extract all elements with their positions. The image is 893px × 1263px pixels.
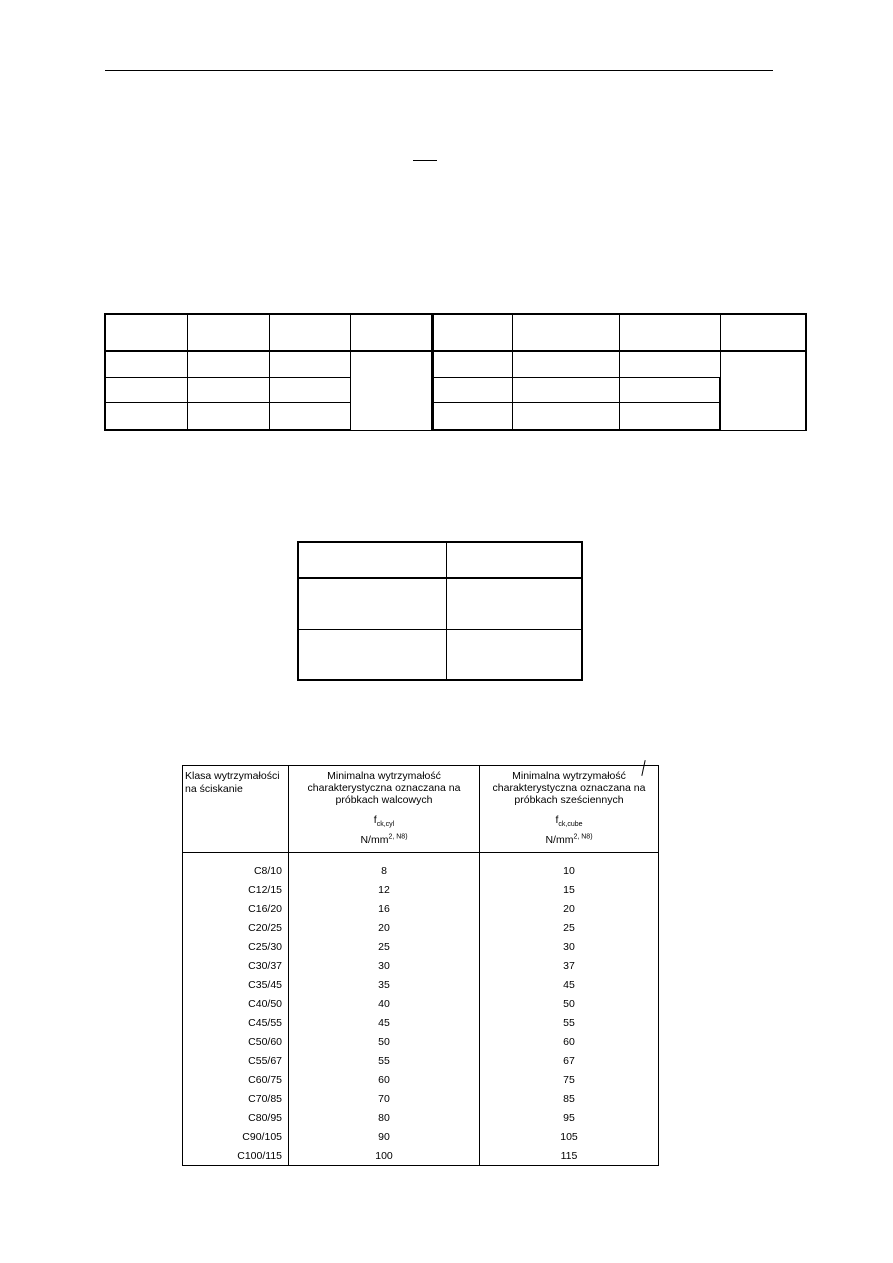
cell-cylinder: 25: [289, 937, 480, 956]
table-row: [183, 853, 659, 881]
cell-cylinder: 16: [289, 899, 480, 918]
table-row: [183, 1013, 659, 1032]
grid2-cell: [298, 578, 446, 629]
table-row: [183, 956, 659, 975]
grid2-cell: [298, 542, 446, 578]
cell-cube: 15: [480, 880, 659, 899]
cell-cylinder: 100: [289, 1146, 480, 1166]
concrete-strength-table: [182, 765, 659, 1166]
table-row: [183, 1127, 659, 1146]
table-row: [183, 937, 659, 956]
cell-cube: 10: [480, 853, 659, 881]
grid1-merged-cell: [350, 351, 432, 430]
cell-cylinder: 45: [289, 1013, 480, 1032]
cell-class: C50/60: [183, 1032, 289, 1051]
cell-cylinder: 30: [289, 956, 480, 975]
grid2-cell: [446, 629, 582, 680]
cell-cube: 37: [480, 956, 659, 975]
cell-class: C40/50: [183, 994, 289, 1013]
grid1-cell: [619, 314, 720, 351]
grid1-cell: [269, 351, 350, 377]
cell-class: C80/95: [183, 1108, 289, 1127]
header-cylinder-unit: $N/mm^{2, N8)}$: [360, 833, 408, 846]
grid2-row: [298, 578, 582, 629]
cell-class: C12/15: [183, 880, 289, 899]
grid1-row: [105, 351, 806, 377]
grid1-cell: [269, 402, 350, 430]
grid1-cell: [720, 314, 806, 351]
grid1-cell: [432, 314, 512, 351]
grid1-cell: [105, 314, 187, 351]
grid1-cell: [512, 351, 619, 377]
cell-cube: 20: [480, 899, 659, 918]
cell-cylinder: 50: [289, 1032, 480, 1051]
grid1-row: [105, 402, 806, 430]
grid1-cell: [350, 314, 432, 351]
grid1-cell: [105, 351, 187, 377]
cell-cube: 50: [480, 994, 659, 1013]
grid1-cell: [187, 402, 269, 430]
cell-cylinder: 8: [289, 853, 480, 881]
grid1-cell: [187, 377, 269, 402]
grid2-cell: [446, 578, 582, 629]
cell-cube: 115: [480, 1146, 659, 1166]
cell-cube: 95: [480, 1108, 659, 1127]
grid1-cell: [432, 377, 512, 402]
cell-cube: 105: [480, 1127, 659, 1146]
grid1-cell: [619, 351, 720, 377]
cell-cylinder: 35: [289, 975, 480, 994]
cell-cube: 60: [480, 1032, 659, 1051]
cell-class: C100/115: [183, 1146, 289, 1166]
cell-cylinder: 12: [289, 880, 480, 899]
header-cylinder: [289, 766, 480, 853]
grid1-cell: [105, 402, 187, 430]
cell-class: C16/20: [183, 899, 289, 918]
header-class: [183, 766, 289, 853]
table-row: [183, 899, 659, 918]
grid1-cell: [105, 377, 187, 402]
cell-cube: 75: [480, 1070, 659, 1089]
grid1-cell: [432, 351, 512, 377]
grid1-cell: [187, 314, 269, 351]
cell-class: C70/85: [183, 1089, 289, 1108]
grid1-cell: [512, 377, 619, 402]
grid2-row: [298, 629, 582, 680]
header-cube-unit: $N/mm^{2, N8)}$: [545, 833, 593, 846]
empty-grid-table-1: [104, 313, 807, 431]
grid1-cell: [187, 351, 269, 377]
header-cube: [480, 766, 659, 853]
cell-cylinder: 55: [289, 1051, 480, 1070]
strength-header-row: [183, 766, 659, 853]
table-row: [183, 1070, 659, 1089]
grid1-cell: [619, 377, 720, 402]
header-cylinder-symbol: $f_{ck,cyl}$: [373, 814, 395, 829]
cell-cylinder: 80: [289, 1108, 480, 1127]
cell-class: C8/10: [183, 853, 289, 881]
grid1-cell: [619, 402, 720, 430]
cell-class: C60/75: [183, 1070, 289, 1089]
cell-class: C45/55: [183, 1013, 289, 1032]
table-row: [183, 918, 659, 937]
cell-class: C90/105: [183, 1127, 289, 1146]
fraction-bar: [413, 160, 437, 161]
table-row: [183, 1032, 659, 1051]
header-cylinder-title: Minimalna wytrzymałość charakterystyczna oznaczana na próbkach walcowych: [307, 770, 461, 806]
header-class-text: Klasa wytrzymałości na ściskanie: [185, 770, 280, 795]
empty-grid-table-2: [297, 541, 583, 681]
grid2-cell: [446, 542, 582, 578]
cell-cylinder: 90: [289, 1127, 480, 1146]
cell-cylinder: 60: [289, 1070, 480, 1089]
cell-class: C30/37: [183, 956, 289, 975]
grid2-cell: [298, 629, 446, 680]
cell-class: C35/45: [183, 975, 289, 994]
grid1-cell: [512, 314, 619, 351]
cell-class: C25/30: [183, 937, 289, 956]
cell-cube: 55: [480, 1013, 659, 1032]
cell-class: C55/67: [183, 1051, 289, 1070]
cell-class: C20/25: [183, 918, 289, 937]
table-row: [183, 1108, 659, 1127]
grid1-cell: [432, 402, 512, 430]
grid1-cell: [269, 314, 350, 351]
cell-cylinder: 40: [289, 994, 480, 1013]
cell-cube: 67: [480, 1051, 659, 1070]
table-row: [183, 994, 659, 1013]
grid1-merged-cell: [720, 351, 806, 430]
table-row: [183, 1051, 659, 1070]
cell-cylinder: 70: [289, 1089, 480, 1108]
grid1-header-row: [105, 314, 806, 351]
grid1-cell: [269, 377, 350, 402]
cell-cylinder: 20: [289, 918, 480, 937]
cell-cube: 25: [480, 918, 659, 937]
cell-cube: 85: [480, 1089, 659, 1108]
header-cube-title: Minimalna wytrzymałość charakterystyczna oznaczana na próbkach sześciennych: [492, 770, 646, 806]
table-row: [183, 1089, 659, 1108]
grid1-cell: [512, 402, 619, 430]
cell-cube: 30: [480, 937, 659, 956]
header-cube-symbol: $f_{ck,cube}$: [555, 814, 583, 829]
cell-cube: 45: [480, 975, 659, 994]
header-rule: [105, 70, 773, 71]
pen-mark: [641, 760, 645, 776]
grid1-row: [105, 377, 806, 402]
table-row: [183, 1146, 659, 1166]
table-row: [183, 975, 659, 994]
table-row: [183, 880, 659, 899]
grid2-header-row: [298, 542, 582, 578]
